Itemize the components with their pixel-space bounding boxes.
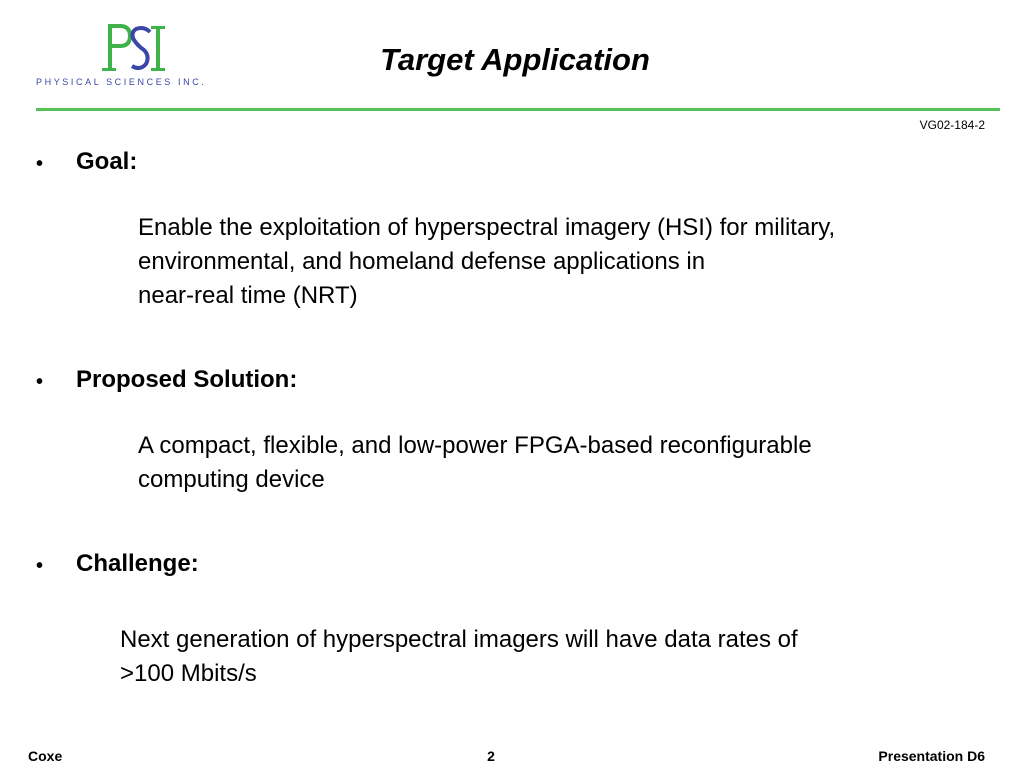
header-divider	[36, 108, 1000, 111]
logo-p-serif	[102, 68, 116, 71]
footer-page-number: 2	[487, 748, 495, 764]
logo-i-bottom	[151, 68, 165, 71]
bullet-icon: •	[36, 371, 44, 393]
slide-title: Target Application	[380, 42, 650, 77]
goal-line-1: Enable the exploitation of hyperspectral imagery (HSI) for military,	[138, 214, 836, 241]
solution-line-1: A compact, flexible, and low-power FPGA-based reconfigurable	[138, 432, 812, 459]
challenge-line-2: >100 Mbits/s	[120, 660, 257, 687]
logo-subtitle: PHYSICAL SCIENCES INC.	[36, 77, 207, 87]
goal-line-2: environmental, and homeland defense applications in	[138, 248, 706, 275]
bullet-icon: •	[36, 555, 44, 577]
logo-i-stem	[156, 26, 160, 70]
solution-heading: Proposed Solution:	[76, 366, 298, 393]
footer-author: Coxe	[28, 748, 63, 764]
challenge-heading: Challenge:	[76, 550, 199, 577]
logo-i-top	[151, 26, 165, 29]
challenge-line-1: Next generation of hyperspectral imagers will have data rates of	[120, 626, 798, 653]
solution-line-2: computing device	[138, 466, 325, 493]
goal-line-3: near-real time (NRT)	[138, 282, 358, 309]
goal-heading: Goal:	[76, 148, 138, 175]
logo-s	[132, 28, 150, 68]
footer-presentation: Presentation D6	[878, 748, 985, 764]
bullet-icon: •	[36, 153, 44, 175]
document-id: VG02-184-2	[919, 118, 985, 132]
psi-logo	[100, 24, 170, 72]
